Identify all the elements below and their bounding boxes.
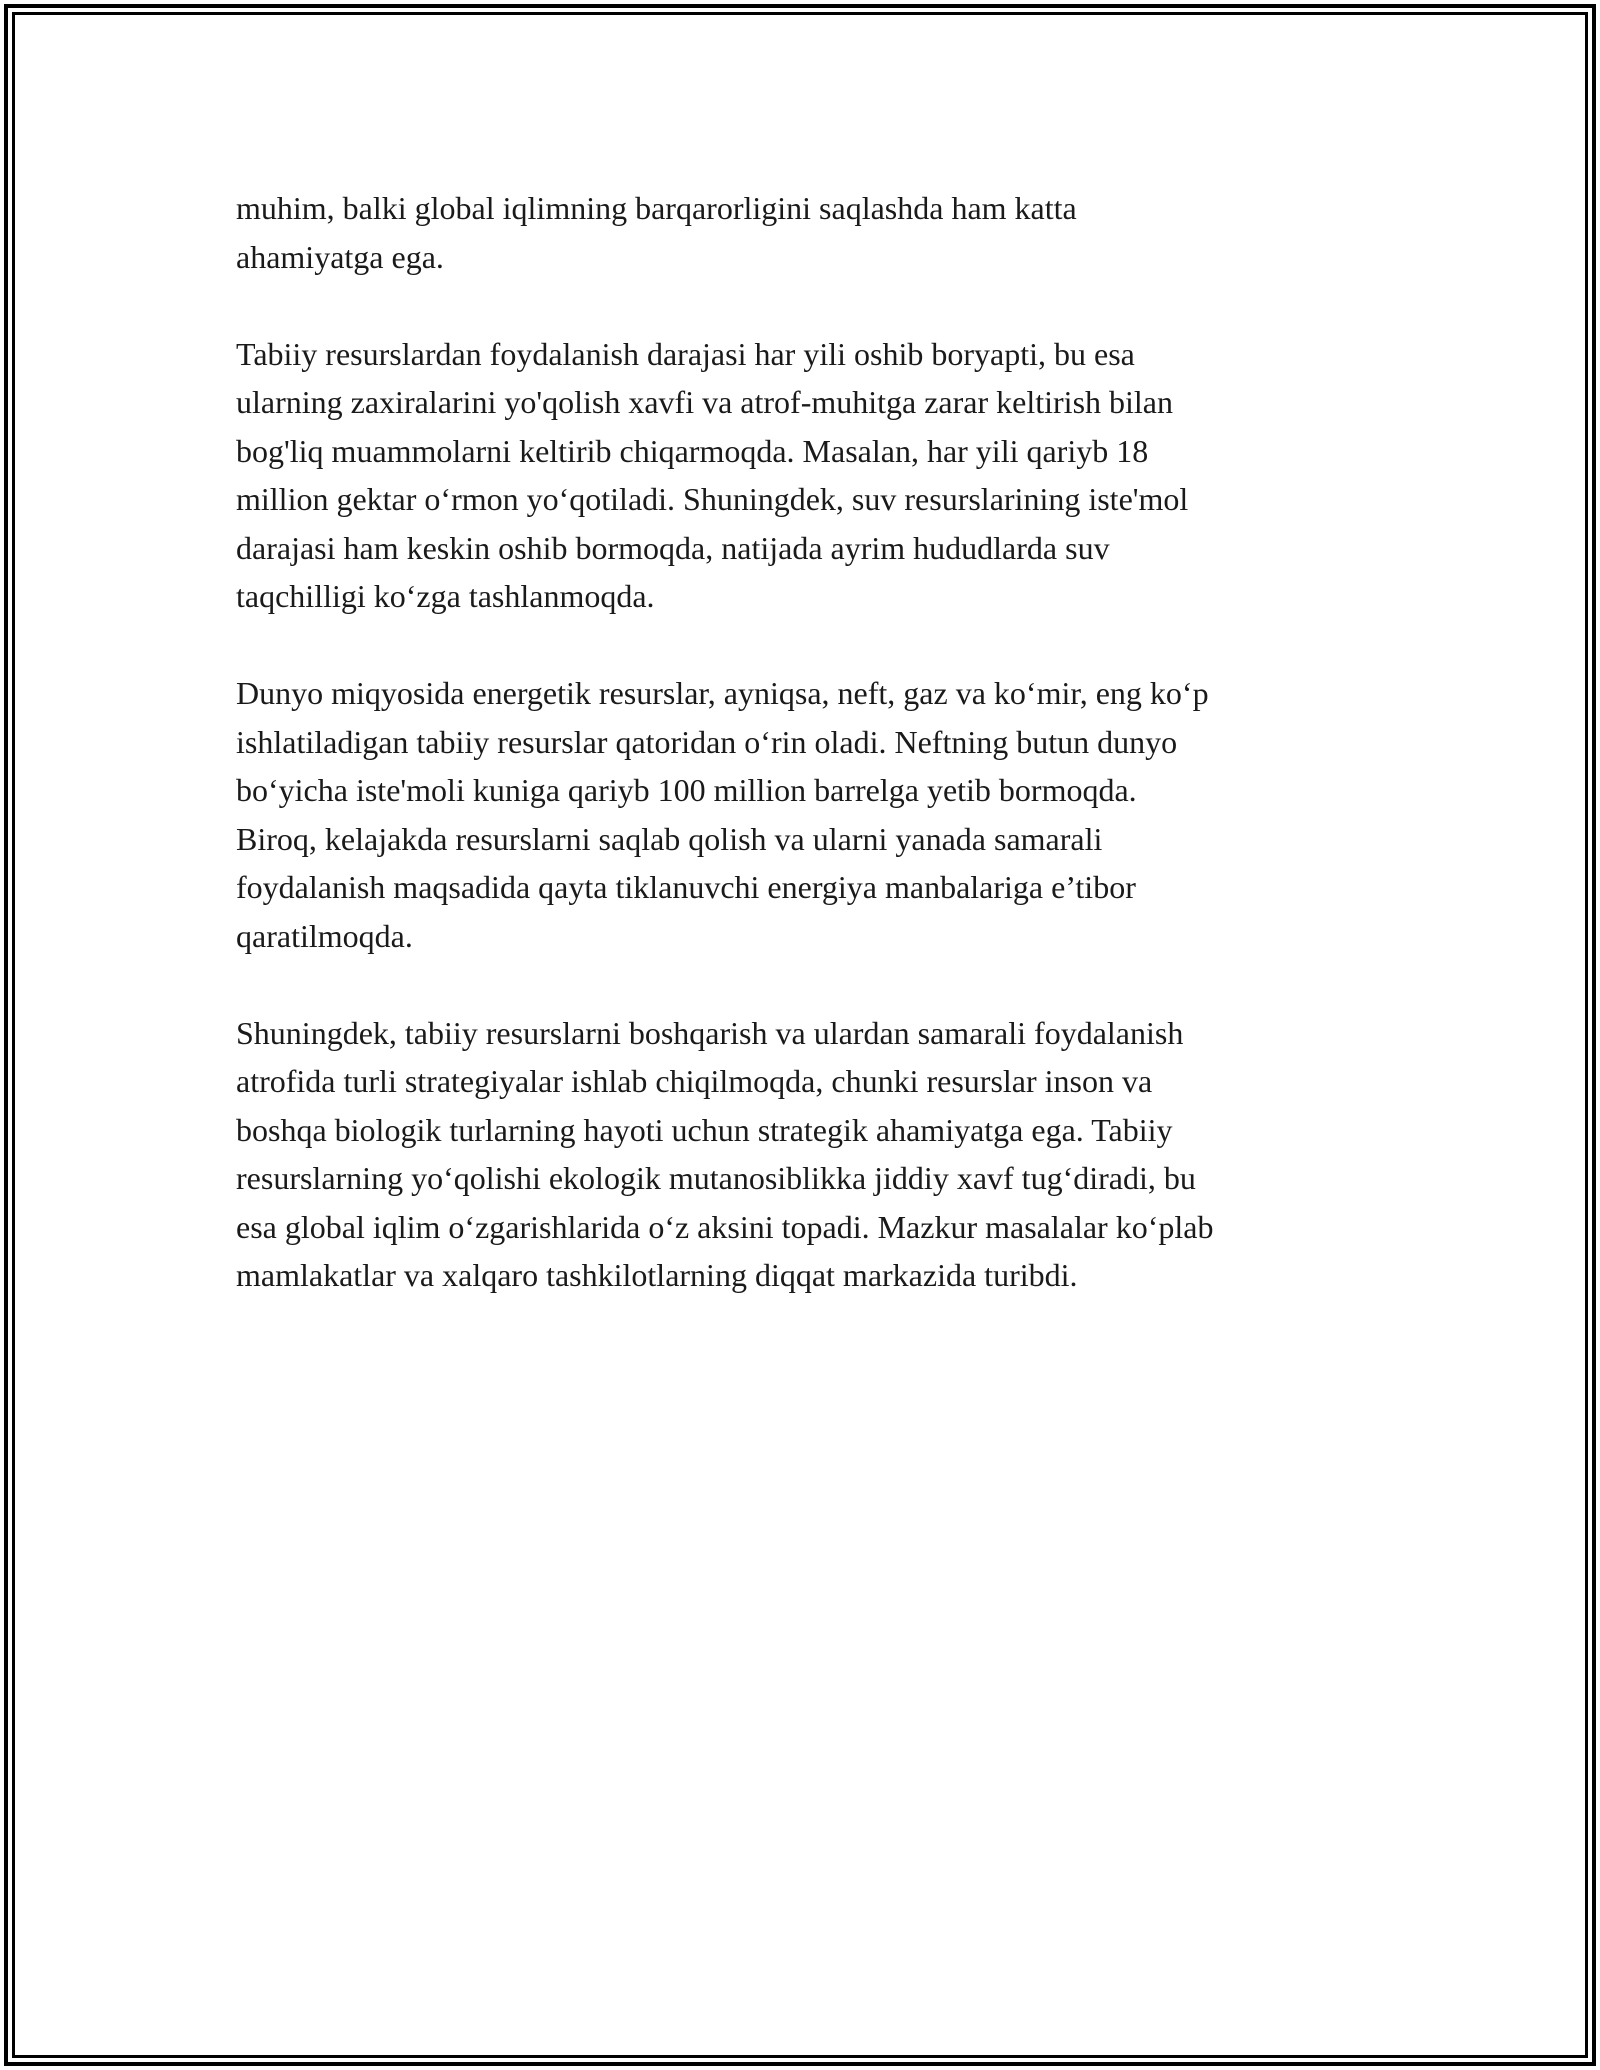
text-line: muhim, balki global iqlimning barqarorligini saqlashda ham katta: [236, 190, 1077, 226]
text-line: bog'liq muammolarni keltirib chiqarmoqda. Masalan, har yili qariyb 18: [236, 432, 1149, 469]
text-line: atrofida turli strategiyalar ishlab chiqilmoqda, chunki resurslar inson va: [236, 1063, 1153, 1099]
paragraph-1: [236, 184, 1386, 281]
text-line: ahamiyatga ega.: [236, 238, 444, 275]
text-line: ishlatiladigan tabiiy resurslar qatoridan o‘rin oladi. Neftning butun dunyo: [236, 723, 1178, 760]
document-body: [236, 184, 1386, 1348]
text-line: bo‘yicha iste'moli kuniga qariyb 100 million barrelga yetib bormoqda.: [236, 772, 1137, 808]
text-line: ularning zaxiralarini yo'qolish xavfi va atrof-muhitga zarar keltirish bilan: [236, 384, 1173, 420]
text-line: resurslarning yo‘qolishi ekologik mutanosiblikka jiddiy xavf tug‘diradi, bu: [236, 1160, 1196, 1196]
text-line: Tabiiy resurslardan foydalanish darajasi har yili oshib boryapti, bu esa: [236, 335, 1135, 372]
text-line: boshqa biologik turlarning hayoti uchun strategik ahamiyatga ega. Tabiiy: [236, 1111, 1173, 1148]
paragraph-3: [236, 669, 1386, 960]
text-line: Biroq, kelajakda resurslarni saqlab qolish va ularni yanada samarali: [236, 820, 1103, 857]
text-line: million gektar o‘rmon yo‘qotiladi. Shuningdek, suv resurslarining iste'mol: [236, 481, 1189, 517]
text-line: foydalanish maqsadida qayta tiklanuvchi energiya manbalariga e’tibor: [236, 869, 1136, 905]
text-line: qaratilmoqda.: [236, 917, 413, 954]
text-line: taqchilligi ko‘zga tashlanmoqda.: [236, 578, 655, 614]
text-line: Dunyo miqyosida energetik resurslar, ayniqsa, neft, gaz va ko‘mir, eng ko‘p: [236, 675, 1209, 711]
text-line: darajasi ham keskin oshib bormoqda, natijada ayrim hududlarda suv: [236, 529, 1110, 566]
paragraph-2: [236, 330, 1386, 621]
text-line: esa global iqlim o‘zgarishlarida o‘z aksini topadi. Mazkur masalalar ko‘plab: [236, 1208, 1214, 1245]
text-line: mamlakatlar va xalqaro tashkilotlarning diqqat markazida turibdi.: [236, 1257, 1078, 1293]
text-line: Shuningdek, tabiiy resurslarni boshqarish va ulardan samarali foydalanish: [236, 1014, 1184, 1051]
paragraph-4: [236, 1009, 1386, 1300]
